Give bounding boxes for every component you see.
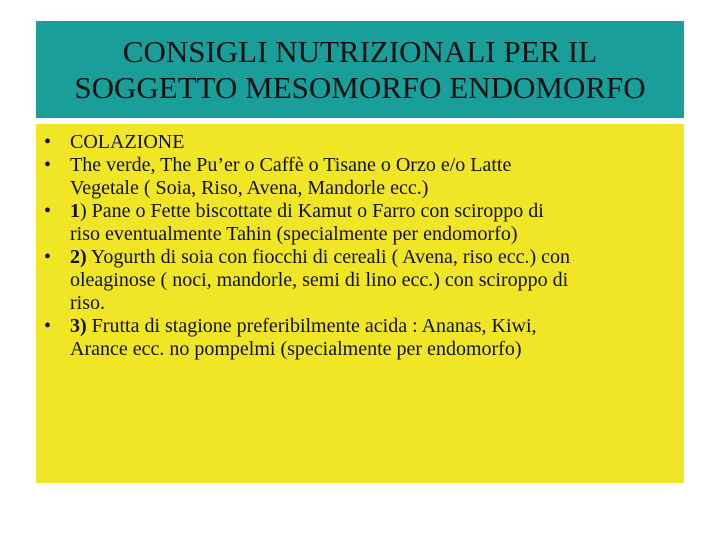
item-text-line: COLAZIONE xyxy=(70,131,185,153)
list-item xyxy=(44,315,684,361)
list-item xyxy=(44,200,684,246)
item-text-line xyxy=(70,200,684,223)
bullet-icon: • xyxy=(44,315,52,337)
bullet-icon: • xyxy=(44,200,52,222)
item-number: 3) xyxy=(70,315,87,337)
item-number: 2) xyxy=(70,246,87,268)
title-line-2: SOGGETTO MESOMORFO ENDOMORFO xyxy=(74,69,646,105)
item-text-line xyxy=(70,315,684,338)
item-text-line: oleaginose ( noci, mandorle, semi di lino ecc.) con sciroppo di xyxy=(70,269,569,291)
item-number: 1 xyxy=(70,200,80,222)
bullet-icon: • xyxy=(44,131,52,153)
item-text: ) Pane o Fette biscottate di Kamut o Farro con sciroppo di xyxy=(80,200,544,222)
item-text-line: The verde, The Pu’er o Caffè o Tisane o Orzo e/o Latte xyxy=(70,154,512,176)
bullet-icon: • xyxy=(44,154,52,176)
item-text-line: riso eventualmente Tahin (specialmente per endomorfo) xyxy=(70,223,518,245)
slide-title xyxy=(36,21,684,118)
list-item xyxy=(44,154,684,200)
item-text: Frutta di stagione preferibilmente acida : Ananas, Kiwi, xyxy=(86,315,537,337)
content-panel xyxy=(36,124,684,483)
item-text-line: riso. xyxy=(70,292,105,314)
item-text-line: Vegetale ( Soia, Riso, Avena, Mandorle ecc.) xyxy=(70,177,429,199)
item-text-line: Arance ecc. no pompelmi (specialmente per endomorfo) xyxy=(70,338,522,360)
list-item xyxy=(44,131,684,154)
item-text: Yogurth di soia con fiocchi di cereali ( Avena, riso ecc.) con xyxy=(86,246,571,268)
item-text-line xyxy=(70,246,684,269)
title-line-1: CONSIGLI NUTRIZIONALI PER IL xyxy=(122,33,598,69)
bullet-list xyxy=(44,131,684,361)
bullet-icon: • xyxy=(44,246,52,268)
list-item xyxy=(44,246,684,315)
